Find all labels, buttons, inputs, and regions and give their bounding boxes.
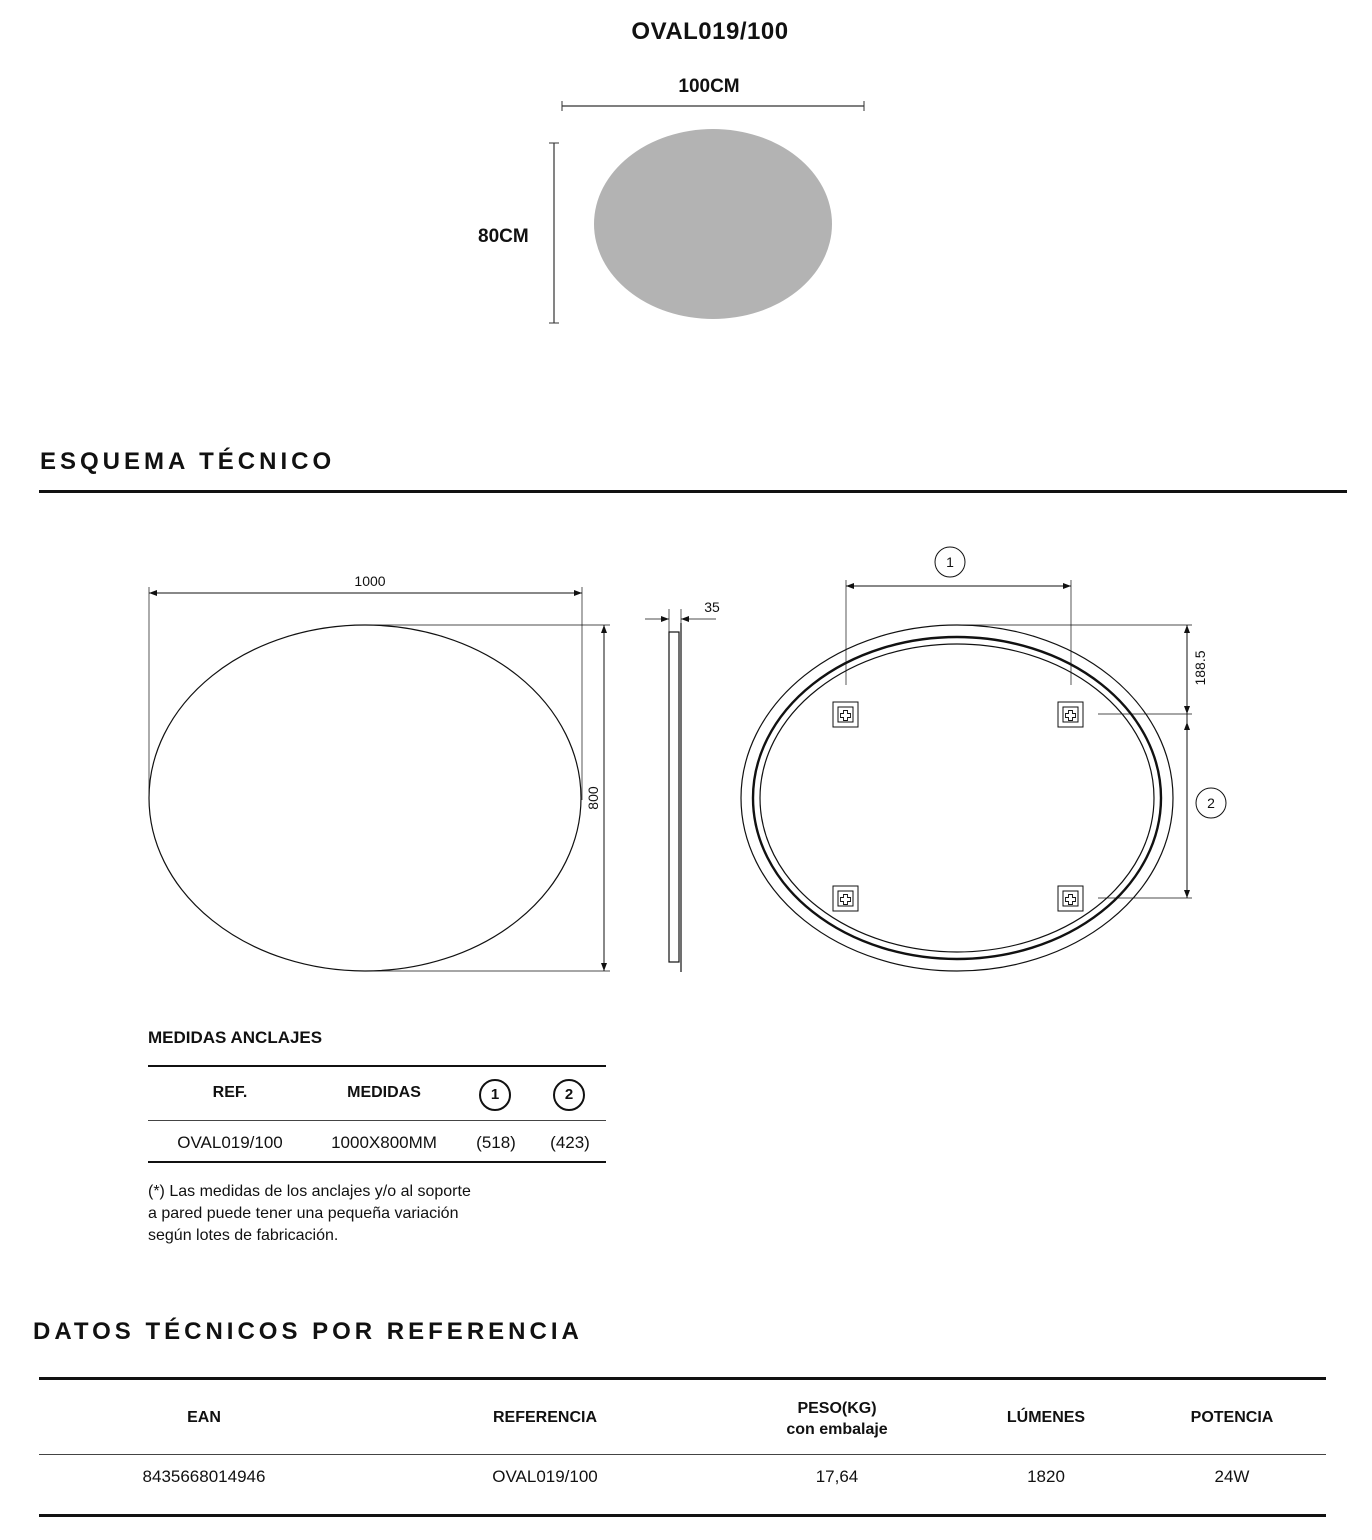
front-oval [149, 625, 581, 971]
tech-header-peso [737, 1398, 937, 1440]
svg-text:2: 2 [1207, 795, 1215, 811]
front-width-value: 1000 [354, 573, 386, 589]
anchors-header-ref: REF. [212, 1084, 248, 1101]
anchors-cell-medidas: 1000X800MM [331, 1133, 437, 1152]
anchors-note-line-1: (*) Las medidas de los anclajes y/o al soporte [148, 1183, 471, 1200]
anchors-cell-ref: OVAL019/100 [177, 1133, 283, 1152]
tech-header-peso-line-1: PESO(KG) [797, 1400, 877, 1417]
height-label: 80CM [478, 226, 529, 247]
anchors-note [148, 1181, 471, 1247]
anchor-bracket-top-left [833, 702, 858, 727]
anchors-cell-col1: (518) [476, 1133, 516, 1152]
side-profile [669, 632, 679, 962]
schema-heading: ESQUEMA TÉCNICO [40, 448, 336, 475]
tech-cell-ean: 8435668014946 [142, 1467, 266, 1486]
side-depth-value: 35 [704, 599, 720, 615]
tech-header-potencia: POTENCIA [1190, 1409, 1274, 1426]
side-view-drawing [640, 595, 730, 980]
product-title: OVAL019/100 [631, 18, 789, 45]
anchor-bracket-bottom-right [1058, 886, 1083, 911]
tech-data-mid-rule [39, 1454, 1326, 1455]
tech-header-peso-line-2: con embalaje [786, 1421, 888, 1438]
top-offset-value: 188.5 [1192, 650, 1208, 686]
tech-header-lumenes: LÚMENES [1006, 1409, 1086, 1426]
back-outer-oval [741, 625, 1173, 971]
tech-data-top-rule [39, 1377, 1326, 1380]
tech-cell-potencia: 24W [1214, 1467, 1250, 1486]
anchors-note-line-2: a pared puede tener una pequeña variación [148, 1205, 459, 1222]
mirror-preview-oval [594, 129, 832, 319]
tech-data-bottom-rule [39, 1514, 1326, 1517]
tech-cell-peso: 17,64 [815, 1467, 859, 1486]
anchors-bottom-rule [148, 1161, 606, 1163]
tech-cell-referencia: OVAL019/100 [492, 1467, 598, 1486]
tech-header-ean: EAN [187, 1409, 221, 1426]
back-led-ring [753, 637, 1161, 959]
product-preview [540, 95, 880, 335]
anchors-header-col2: 2 [553, 1079, 585, 1111]
anchors-header-col1: 1 [479, 1079, 511, 1111]
svg-text:1: 1 [946, 554, 954, 570]
back-inner-oval [760, 644, 1154, 952]
back-view-drawing [730, 540, 1250, 990]
front-height-value: 800 [585, 786, 601, 810]
anchor-bracket-top-right [1058, 702, 1083, 727]
anchors-heading: MEDIDAS ANCLAJES [148, 1028, 323, 1047]
width-label: 100CM [678, 76, 740, 97]
tech-cell-lumenes: 1820 [1027, 1467, 1065, 1486]
schema-divider [39, 490, 1347, 493]
tech-header-referencia: REFERENCIA [492, 1409, 597, 1426]
tech-data-heading: DATOS TÉCNICOS POR REFERENCIA [33, 1318, 583, 1345]
anchor-bracket-bottom-left [833, 886, 858, 911]
front-view-drawing [140, 560, 620, 980]
anchors-mid-rule [148, 1120, 606, 1121]
anchors-top-rule [148, 1065, 606, 1067]
anchors-cell-col2: (423) [550, 1133, 590, 1152]
anchors-header-medidas: MEDIDAS [347, 1084, 421, 1101]
anchors-note-line-3: según lotes de fabricación. [148, 1227, 339, 1244]
